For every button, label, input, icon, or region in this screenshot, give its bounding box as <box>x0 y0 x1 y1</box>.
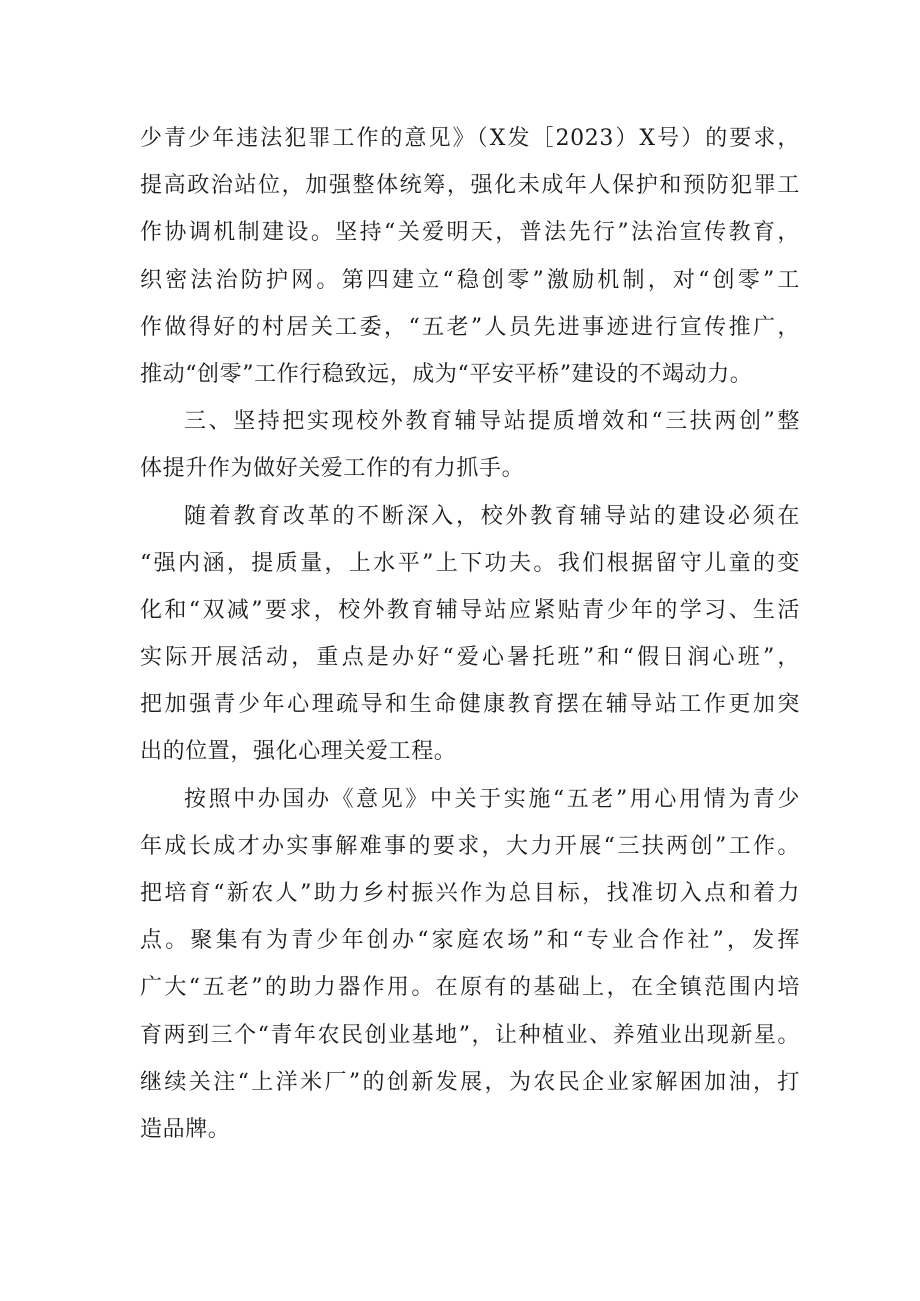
text-line: 体提升作为做好关爱工作的有力抓手。 <box>140 456 525 482</box>
text-line: 少青少年违法犯罪工作的意见》（X发［2023）X号）的要求， <box>140 126 800 151</box>
text-line: 按照中办国办《意见》中关于实施“五老”用心用情为青少 <box>184 786 800 812</box>
text-line: 继续关注“上洋米厂”的创新发展，为农民企业家解困加油，打 <box>140 1069 800 1095</box>
text-line: 随着教育改革的不断深入，校外教育辅导站的建设必须在 <box>184 503 800 529</box>
paragraph-2-section-heading <box>140 398 800 492</box>
text-line: 实际开展活动，重点是办好“爱心暑托班”和“假日润心班”， <box>140 645 800 671</box>
text-line: 造品牌。 <box>140 1116 231 1142</box>
text-line: 作做得好的村居关工委，“五老”人员先进事迹进行宣传推广， <box>140 314 800 340</box>
text-line: 广大“五老”的助力器作用。在原有的基础上，在全镇范围内培 <box>140 975 800 1001</box>
text-line: 出的位置，强化心理关爱工程。 <box>140 739 457 765</box>
text-line: 把培育“新农人”助力乡村振兴作为总目标，找准切入点和着力 <box>140 881 800 906</box>
text-line: 年成长成才办实事解难事的要求，大力开展“三扶两创”工作。 <box>140 833 800 859</box>
paragraph-1 <box>140 115 800 398</box>
paragraph-4 <box>140 776 800 1154</box>
text-line: 三、坚持把实现校外教育辅导站提质增效和“三扶两创”整 <box>184 409 800 435</box>
text-line: 点。聚集有为青少年创办“家庭农场”和“专业合作社”，发挥 <box>140 928 800 954</box>
text-line: 作协调机制建设。坚持“关爱明天，普法先行”法治宣传教育， <box>140 220 800 246</box>
text-line: 化和“双减”要求，校外教育辅导站应紧贴青少年的学习、生活 <box>140 597 800 623</box>
text-line: 织密法治防护网。第四建立“稳创零”激励机制，对“创零”工 <box>140 267 800 293</box>
text-line: 提高政治站位，加强整体统筹，强化未成年人保护和预防犯罪工 <box>140 173 800 199</box>
document-body <box>140 115 800 1153</box>
text-line: 把加强青少年心理疏导和生命健康教育摆在辅导站工作更加突 <box>140 692 800 718</box>
text-line: 推动“创零”工作行稳致远，成为“平安平桥”建设的不竭动力。 <box>140 361 753 387</box>
text-line: 育两到三个“青年农民创业基地”，让种植业、养殖业出现新星。 <box>140 1022 800 1048</box>
text-line: “强内涵，提质量，上水平”上下功夫。我们根据留守儿童的变 <box>140 550 800 576</box>
paragraph-3 <box>140 493 800 776</box>
